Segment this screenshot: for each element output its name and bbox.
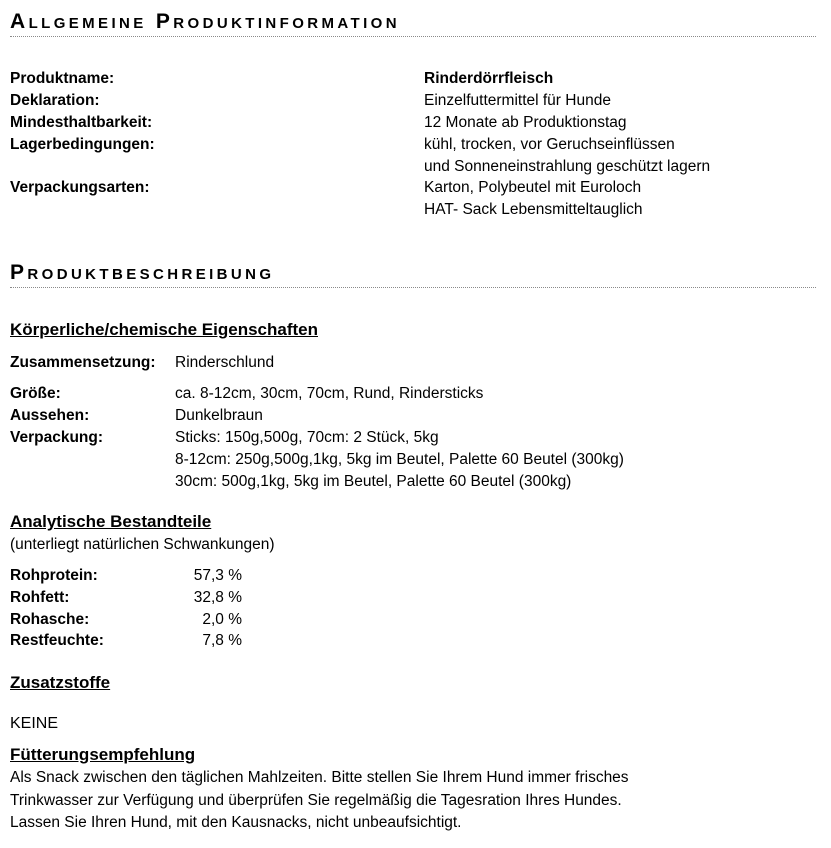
heading-rule-general <box>10 36 816 37</box>
heading-product-description: Produktbeschreibung <box>10 261 275 284</box>
value-packaging-line-2: 8-12cm: 250g,500g,1kg, 5kg im Beutel, Palette 60 Beutel (300kg) <box>175 451 624 468</box>
value-additives: KEINE <box>10 715 59 732</box>
feeding-text-line-2: Trinkwasser zur Verfügung und überprüfen Sie regelmäßig die Tagesration Ihres Hundes. <box>10 792 622 809</box>
label-crude-ash: Rohasche: <box>10 611 90 628</box>
value-declaration: Einzelfuttermittel für Hunde <box>424 92 611 109</box>
label-crude-fat: Rohfett: <box>10 589 70 606</box>
subheading-feeding-recommendation: Fütterungsempfehlung <box>10 745 196 764</box>
feeding-text-line-1: Als Snack zwischen den täglichen Mahlzeiten. Bitte stellen Sie Ihrem Hund immer frisches <box>10 769 629 786</box>
value-packaging-line-3: 30cm: 500g,1kg, 5kg im Beutel, Palette 60 Beutel (300kg) <box>175 473 572 490</box>
label-composition: Zusammensetzung: <box>10 354 156 371</box>
heading-rule-description <box>10 287 816 288</box>
value-composition: Rinderschlund <box>175 354 275 371</box>
label-product-name: Produktname: <box>10 70 115 87</box>
label-shelf-life: Mindesthaltbarkeit: <box>10 114 153 131</box>
subheading-additives: Zusatzstoffe <box>10 673 111 692</box>
value-storage-line-2: und Sonneneinstrahlung geschützt lagern <box>424 158 711 175</box>
label-size: Größe: <box>10 385 61 402</box>
heading-general-info: Allgemeine Produktinformation <box>10 10 400 33</box>
subheading-analytic-constituents: Analytische Bestandteile <box>10 512 212 531</box>
analytic-note: (unterliegt natürlichen Schwankungen) <box>10 536 275 553</box>
label-appearance: Aussehen: <box>10 407 90 424</box>
subheading-physical-properties: Körperliche/chemische Eigenschaften <box>10 320 318 339</box>
label-packaging-types: Verpackungsarten: <box>10 179 150 196</box>
value-product-name: Rinderdörrfleisch <box>424 70 554 87</box>
label-storage: Lagerbedingungen: <box>10 136 155 153</box>
label-crude-protein: Rohprotein: <box>10 567 98 584</box>
value-size: ca. 8-12cm, 30cm, 70cm, Rund, Rindersticks <box>175 385 484 402</box>
value-storage-line-1: kühl, trocken, vor Geruchseinflüssen <box>424 136 675 153</box>
value-packaging-line-1: Karton, Polybeutel mit Euroloch <box>424 179 642 196</box>
label-moisture: Restfeuchte: <box>10 632 104 649</box>
value-shelf-life: 12 Monate ab Produktionstag <box>424 114 627 131</box>
value-packaging-line-2: HAT- Sack Lebensmitteltauglich <box>424 201 643 218</box>
feeding-text-line-3: Lassen Sie Ihren Hund, mit den Kausnacks, nicht unbeaufsichtigt. <box>10 814 462 831</box>
value-crude-ash: 2,0 % <box>202 611 242 628</box>
value-crude-protein: 57,3 % <box>193 567 242 584</box>
value-moisture: 7,8 % <box>202 632 242 649</box>
label-declaration: Deklaration: <box>10 92 100 109</box>
label-packaging: Verpackung: <box>10 429 104 446</box>
value-appearance: Dunkelbraun <box>175 407 263 424</box>
value-packaging-line-1: Sticks: 150g,500g, 70cm: 2 Stück, 5kg <box>175 429 439 446</box>
value-crude-fat: 32,8 % <box>193 589 242 606</box>
